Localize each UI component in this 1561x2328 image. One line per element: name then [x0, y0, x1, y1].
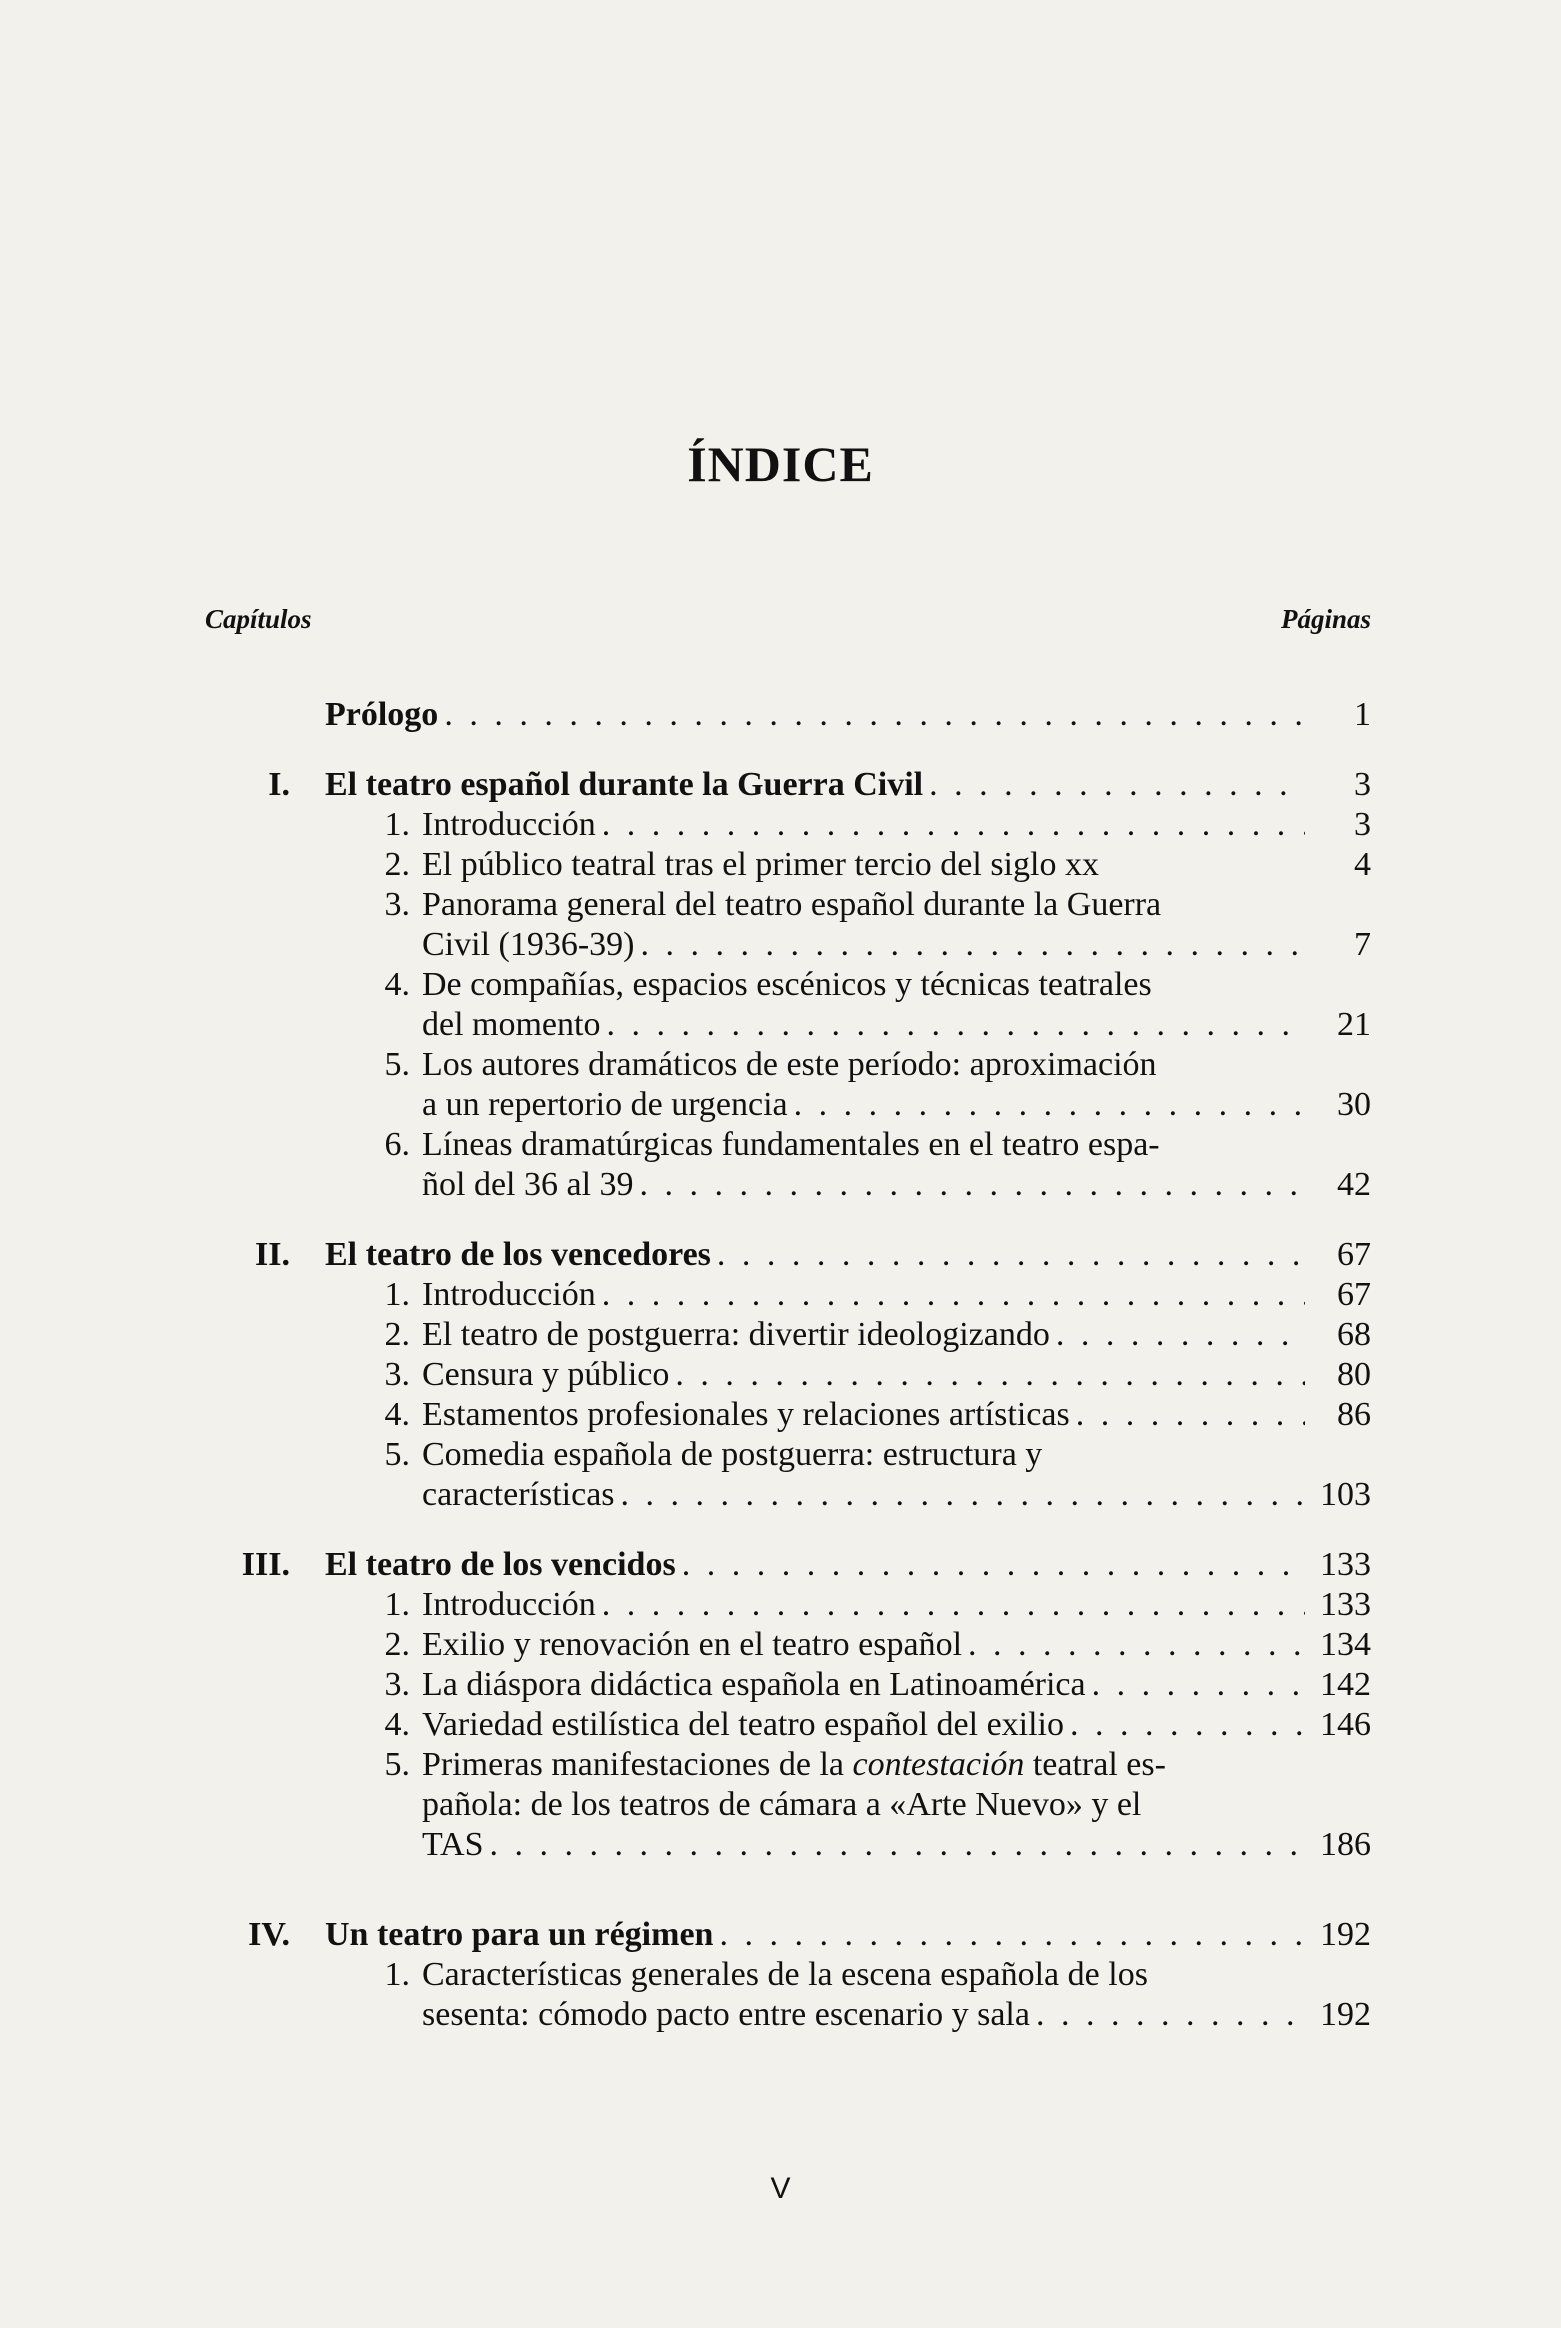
toc-title-line: Introducción: [422, 1586, 596, 1623]
leader-dots: [490, 1825, 1305, 1865]
toc-number: 6.: [384, 1126, 410, 1163]
toc-section: [0, 845, 1561, 885]
toc-number: 4.: [384, 1396, 410, 1433]
leader-dots: [929, 765, 1305, 805]
toc-page-number: 30: [1337, 1086, 1371, 1123]
toc-title-line: Líneas dramatúrgicas fundamentales en el teatro espa-: [422, 1126, 1160, 1163]
toc-title-line: Panorama general del teatro español durante la Guerra: [422, 886, 1162, 923]
toc-page-number: 146: [1320, 1706, 1371, 1743]
toc-title-line: pañola: de los teatros de cámara a «Arte Nuevo» y el: [422, 1786, 1142, 1823]
toc-section: [0, 1625, 1561, 1665]
toc-number: 4.: [384, 1706, 410, 1743]
toc-title-line: Prólogo: [325, 696, 439, 733]
toc-section: [0, 805, 1561, 845]
toc-page-number: 67: [1337, 1236, 1371, 1273]
toc-section: [0, 1125, 1561, 1205]
toc-page-number: 192: [1320, 1996, 1371, 2033]
toc-number: 5.: [384, 1436, 410, 1473]
toc-number: II.: [255, 1236, 290, 1273]
leader-dots: [1070, 1705, 1305, 1745]
toc-number: 4.: [384, 966, 410, 1003]
leader-dots: [1076, 1395, 1305, 1435]
toc-number: 2.: [384, 846, 410, 883]
toc-section: [0, 1315, 1561, 1355]
leader-dots: [1036, 1995, 1305, 2035]
toc-page-number: 186: [1320, 1826, 1371, 1863]
toc-page-number: 80: [1337, 1356, 1371, 1393]
toc-title-line: Características generales de la escena española de los: [422, 1956, 1148, 1993]
toc-section: [0, 1705, 1561, 1745]
toc-number: 1.: [384, 1956, 410, 1993]
toc-title-line: De compañías, espacios escénicos y técnicas teatrales: [422, 966, 1152, 1003]
leader-dots: [602, 805, 1305, 845]
toc-section: [0, 885, 1561, 965]
toc-page-number: 192: [1320, 1916, 1371, 1953]
toc-number: 1.: [384, 806, 410, 843]
toc-chapter: [0, 695, 1561, 735]
toc-page-number: 42: [1337, 1166, 1371, 1203]
toc-number: III.: [241, 1546, 290, 1583]
toc-page-number: 86: [1337, 1396, 1371, 1433]
leader-dots: [606, 1005, 1305, 1045]
page-title: ÍNDICE: [687, 436, 874, 492]
toc-title-line: Civil (1936-39): [422, 926, 635, 963]
toc-number: 1.: [384, 1276, 410, 1313]
column-header-chapters: Capítulos: [205, 604, 312, 634]
toc-title-line: Estamentos profesionales y relaciones artísticas: [422, 1396, 1070, 1433]
toc-page-number: 133: [1320, 1546, 1371, 1583]
toc-title-line: Primeras manifestaciones de la contestación teatral es-: [422, 1746, 1166, 1783]
leader-dots: [675, 1355, 1305, 1395]
toc-number: 5.: [384, 1046, 410, 1083]
toc-number: 3.: [384, 1356, 410, 1393]
toc-title-line: Comedia española de postguerra: estructura y: [422, 1436, 1043, 1473]
toc-section: [0, 965, 1561, 1045]
leader-dots: [1056, 1315, 1305, 1355]
toc-page-number: 7: [1354, 926, 1371, 963]
leader-dots: [1092, 1665, 1305, 1705]
toc-title-line: Los autores dramáticos de este período: aproximación: [422, 1046, 1157, 1083]
toc-title-line: El público teatral tras el primer tercio del siglo xx: [422, 846, 1099, 883]
toc-title-line: El teatro de postguerra: divertir ideologizando: [422, 1316, 1050, 1353]
toc-section: [0, 1395, 1561, 1435]
leader-dots: [602, 1585, 1305, 1625]
toc-section: [0, 1355, 1561, 1395]
toc-title-line: Exilio y renovación en el teatro español: [422, 1626, 963, 1663]
leader-dots: [444, 695, 1305, 735]
toc-section: [0, 1745, 1561, 1865]
toc-title-line: Censura y público: [422, 1356, 670, 1393]
toc-number: 5.: [384, 1746, 410, 1783]
toc-number: IV.: [248, 1916, 290, 1953]
toc-section: [0, 1435, 1561, 1515]
leader-dots: [719, 1915, 1305, 1955]
toc-section: [0, 1955, 1561, 2035]
toc-title-line: Introducción: [422, 1276, 596, 1313]
table-of-contents: [0, 695, 1561, 2035]
toc-title-line: Un teatro para un régimen: [325, 1916, 714, 1953]
toc-page-number: 4: [1354, 846, 1371, 883]
toc-number: 2.: [384, 1626, 410, 1663]
leader-dots: [602, 1275, 1305, 1315]
toc-title-line: El teatro español durante la Guerra Civil: [325, 766, 924, 803]
toc-title-line: sesenta: cómodo pacto entre escenario y sala: [422, 1996, 1030, 2033]
toc-number: 3.: [384, 1666, 410, 1703]
toc-chapter: [0, 1545, 1561, 1585]
toc-title-line: características: [422, 1476, 615, 1513]
toc-chapter: [0, 765, 1561, 805]
chapter-spacer: [0, 1205, 1561, 1235]
toc-page-number: 134: [1320, 1626, 1371, 1663]
toc-chapter: [0, 1235, 1561, 1275]
leader-dots: [717, 1235, 1305, 1275]
toc-title-line: La diáspora didáctica española en Latinoamérica: [422, 1666, 1086, 1703]
column-header-pages: Páginas: [1280, 604, 1371, 634]
toc-page-number: 21: [1337, 1006, 1371, 1043]
toc-page-number: 3: [1354, 766, 1371, 803]
toc-page-number: 68: [1337, 1316, 1371, 1353]
toc-page-number: 103: [1320, 1476, 1371, 1513]
toc-page-number: 142: [1320, 1666, 1371, 1703]
toc-title-line: TAS: [422, 1826, 484, 1863]
toc-number: I.: [268, 766, 290, 803]
toc-title-line: Introducción: [422, 806, 596, 843]
toc-title-line: El teatro de los vencidos: [325, 1546, 676, 1583]
toc-number: 1.: [384, 1586, 410, 1623]
chapter-spacer: [0, 735, 1561, 765]
leader-dots: [640, 1165, 1305, 1205]
toc-section: [0, 1585, 1561, 1625]
toc-chapter: [0, 1915, 1561, 1955]
toc-page-number: 133: [1320, 1586, 1371, 1623]
chapter-spacer: [0, 1865, 1561, 1915]
toc-section: [0, 1665, 1561, 1705]
toc-page-number: 67: [1337, 1276, 1371, 1313]
toc-number: 3.: [384, 886, 410, 923]
toc-title-line: Variedad estilística del teatro español del exilio: [422, 1706, 1064, 1743]
toc-page-number: 1: [1354, 696, 1371, 733]
leader-dots: [621, 1475, 1305, 1515]
toc-title-line: ñol del 36 al 39: [422, 1166, 634, 1203]
toc-title-line: del momento: [422, 1006, 601, 1043]
leader-dots: [682, 1545, 1305, 1585]
leader-dots: [794, 1085, 1305, 1125]
toc-number: 2.: [384, 1316, 410, 1353]
leader-dots: [968, 1625, 1305, 1665]
toc-page-number: 3: [1354, 806, 1371, 843]
toc-section: [0, 1275, 1561, 1315]
toc-section: [0, 1045, 1561, 1125]
toc-title-line: El teatro de los vencedores: [325, 1236, 711, 1273]
page-number: V: [770, 2172, 791, 2205]
toc-title-line: a un repertorio de urgencia: [422, 1086, 788, 1123]
leader-dots: [640, 925, 1305, 965]
chapter-spacer: [0, 1515, 1561, 1545]
